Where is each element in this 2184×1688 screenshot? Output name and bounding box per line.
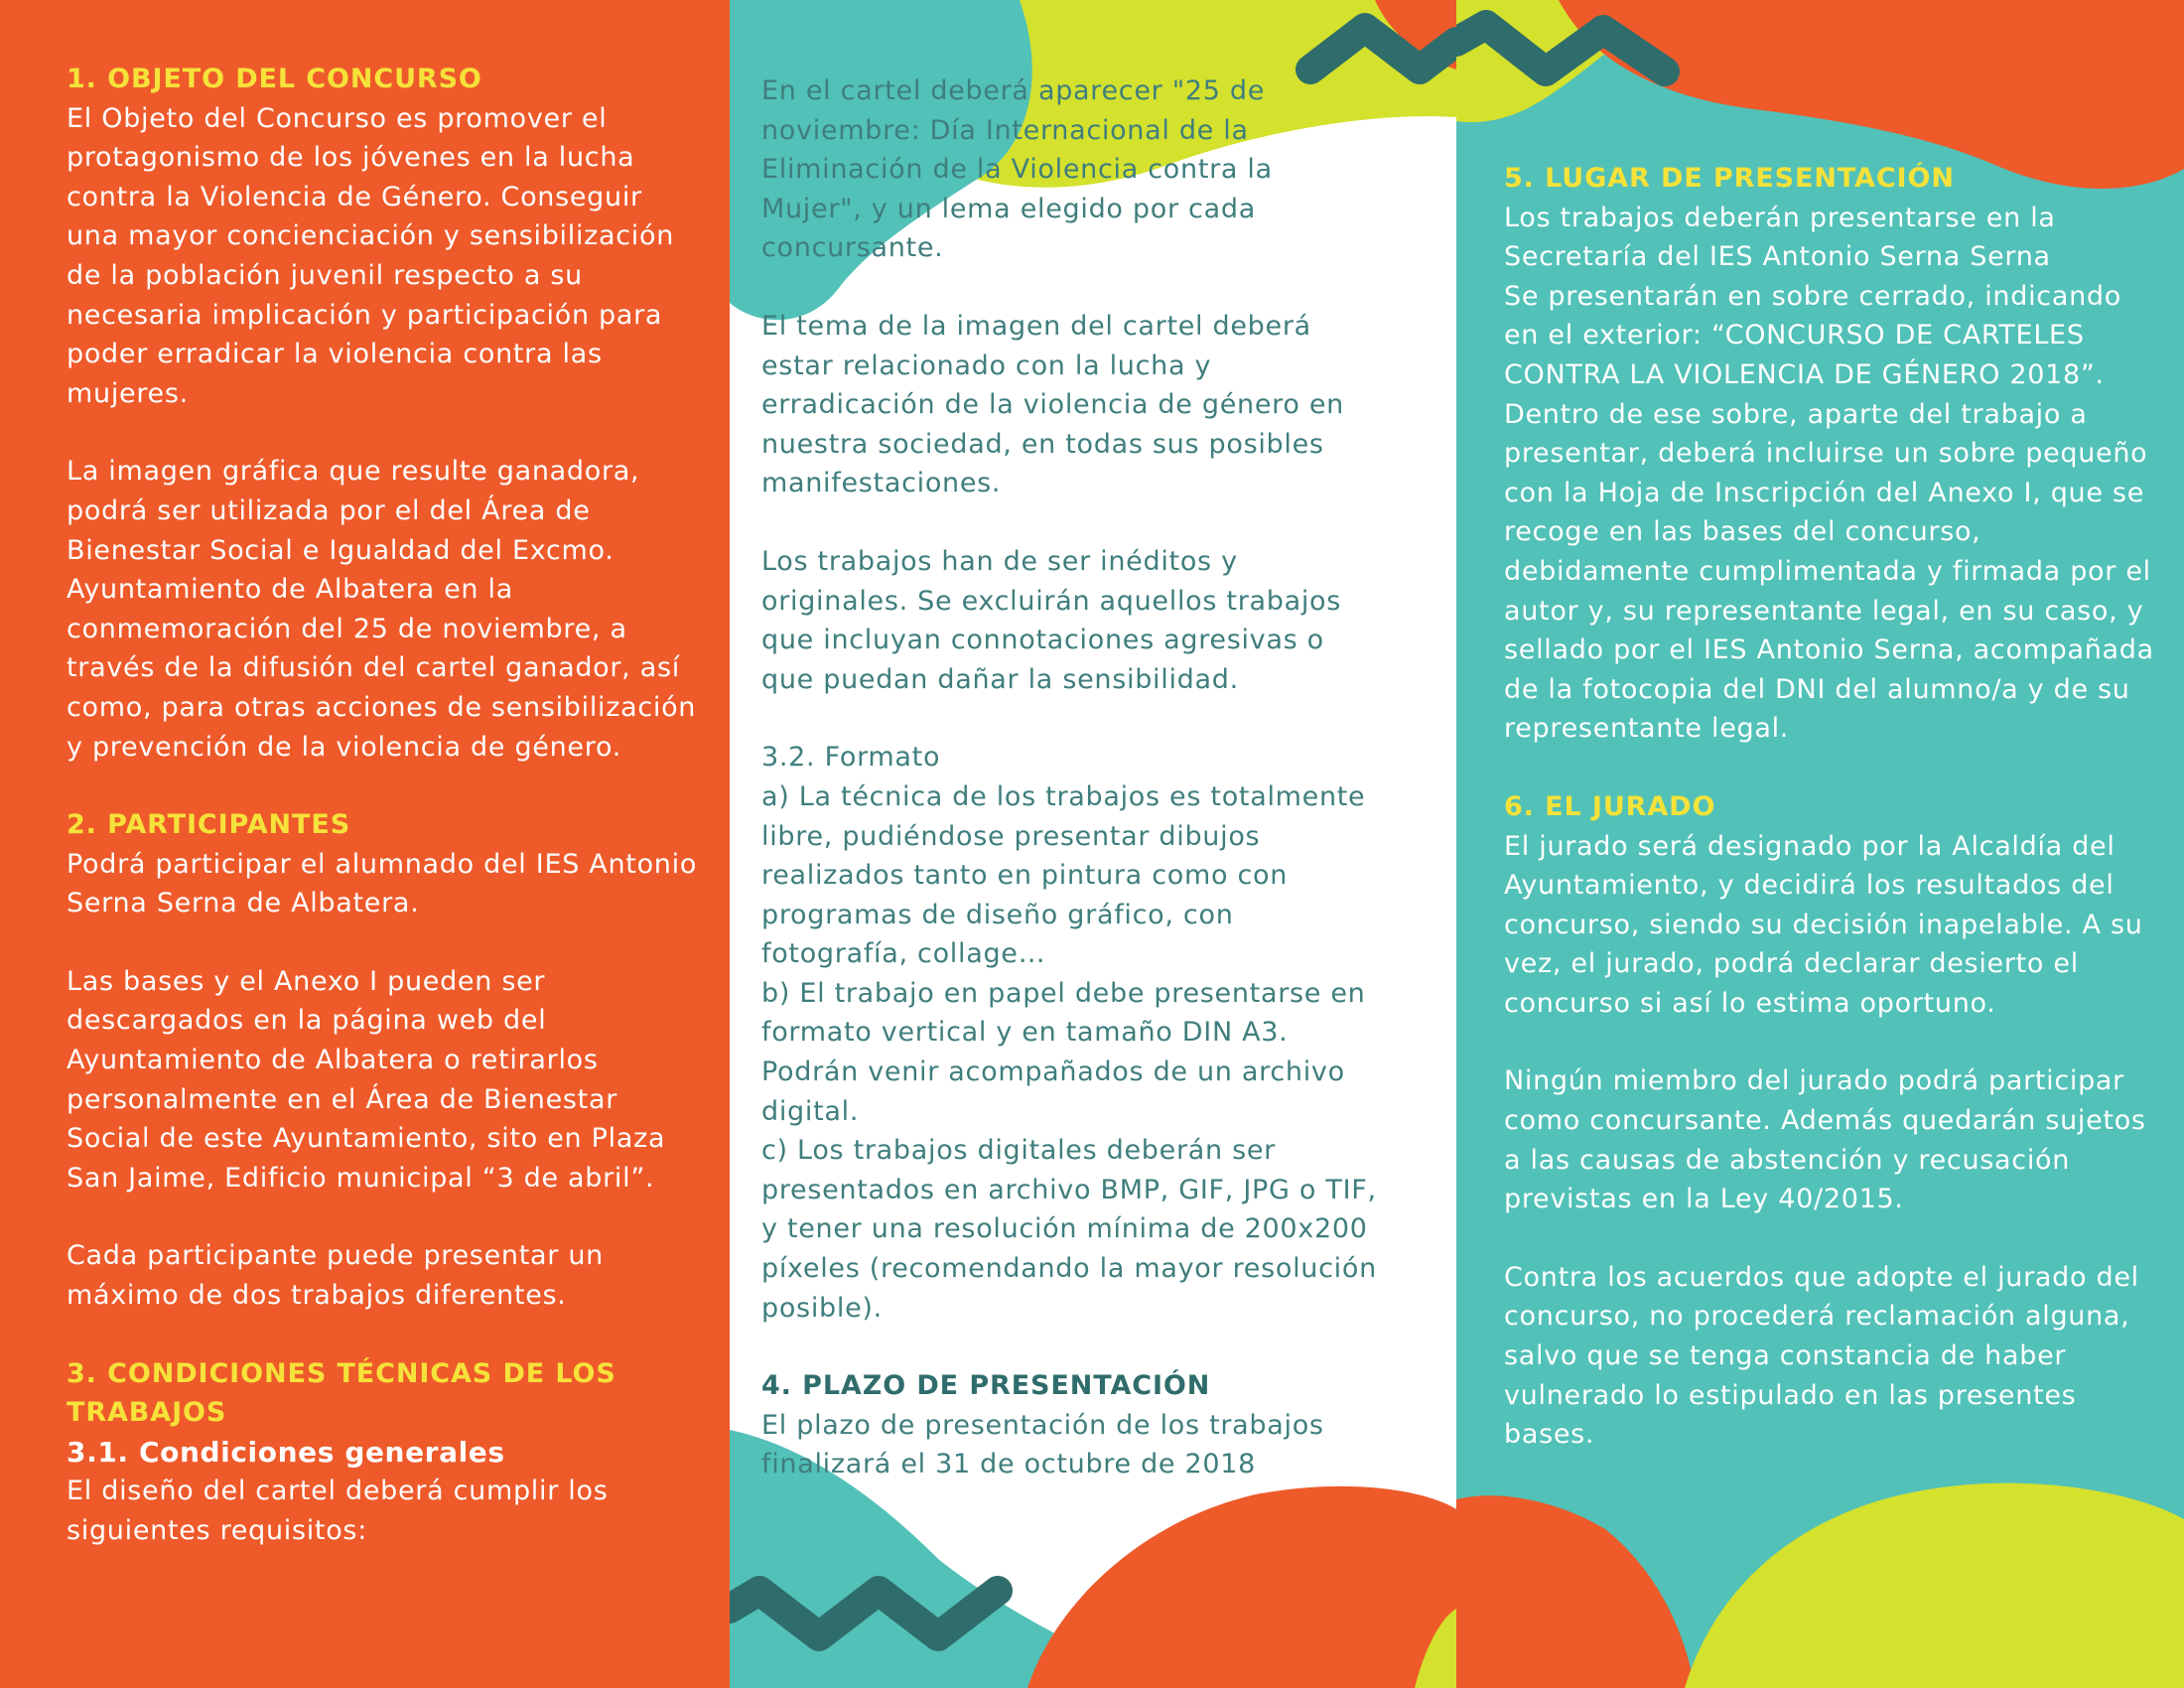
section-6-paragraph-1: El jurado será designado por la Alcaldía del Ayuntamiento, y decidirá los resultados del concurso, siendo su decisión inapelable. A su vez, el jurado, podrá declarar desierto el concurso si así lo estima oportuno. [1504,830,2143,1019]
section-1-paragraph-1: El Objeto del Concurso es promover el protagonismo de los jóvenes en la lucha contra la Violencia de Género. Conseguir una mayor concienciación y sensibilización de la población juvenil respecto a su necesaria implicación y participación para poder erradicar la violencia contra las mujeres. [67,102,675,409]
section-2-paragraph-2: Las bases y el Anexo I pueden ser descargados en la página web del Ayuntamiento de Albatera o retirarlos personalmente en el Área de Bienestar Social de este Ayuntamiento, sito en Plaza San Jaime, Edificio municipal “3 de abril”. [67,965,666,1194]
format-item-b: b) El trabajo en papel debe presentarse en formato vertical y en tamaño DIN A3. Podrán venir acompañados de un archivo digital. [761,977,1366,1127]
format-item-a: a) La técnica de los trabajos es totalmente libre, pudiéndose presentar dibujos realizados tanto en pintura como con programas de diseño gráfico, con fotografía, collage… [761,780,1366,970]
lime-blob-bottom [1685,1483,2184,1688]
middle-column [761,71,1377,1484]
section-6-paragraph-3: Contra los acuerdos que adopte el jurado del concurso, no procederá reclamación alguna, salvo que se tenga constancia de haber vulnerado lo estipulado en las presentes bases. [1504,1261,2139,1451]
section-3-1-paragraph: El diseño del cartel deberá cumplir los siguientes requisitos: [67,1476,609,1546]
section-5-heading: 5. LUGAR DE PRESENTACIÓN [1504,163,1955,194]
section-1-heading: 1. OBJETO DEL CONCURSO [67,64,482,94]
section-1-paragraph-2: La imagen gráfica que resulte ganadora, podrá ser utilizada por el del Área de Bienestar Social e Igualdad del Excmo. Ayuntamiento de Albatera en la conmemoración del 25 de noviembre, a través de la difusión del cartel ganador, así como, para otras acciones de sensibilización y prevención de la violencia de género. [67,456,697,763]
format-heading: 3.2. Formato [761,742,941,774]
section-2-heading: 2. PARTICIPANTES [67,809,351,841]
section-2-paragraph-3: Cada participante puede presentar un máximo de dos trabajos diferentes. [67,1240,604,1312]
section-6-heading: 6. EL JURADO [1504,790,1716,822]
section-2-paragraph-1: Podrá participar el alumnado del IES Antonio Serna Serna de Albatera. [67,848,698,919]
format-item-c: c) Los trabajos digitales deberán ser presentados en archivo BMP, GIF, JPG o TIF, y tener una resolución mínima de 200x200 píxeles (recomendando la mayor resolución posible). [761,1135,1377,1324]
section-4-paragraph: El plazo de presentación de los trabajos finalizará el 31 de octubre de 2018 [761,1409,1324,1480]
originality-requirement: Los trabajos han de ser inéditos y originales. Se excluirán aquellos trabajos que incluyan connotaciones agresivas o que puedan dañar la sensibilidad. [761,545,1342,695]
poster-theme-requirement: El tema de la imagen del cartel deberá estar relacionado con la lucha y erradicación de la violencia de género en nuestra sociedad, en todas sus posibles manifestaciones. [761,310,1344,499]
orange-blob-bottom [1027,1486,1456,1688]
poster-text-requirement: En el cartel deberá aparecer "25 de noviembre: Día Internacional de la Eliminación de la Violencia contra la Mujer", y un lema elegido por cada concursante. [761,75,1273,264]
section-5-paragraph: Los trabajos deberán presentarse en la Secretaría del IES Antonio Serna Serna Se presentarán en sobre cerrado, indicando en el exterior: “CONCURSO DE CARTELES CONTRA LA VIOLENCIA DE GÉNERO 2018”. Dentro de ese sobre, aparte del trabajo a presentar, deberá incluirse un sobre pequeño con la Hoja de Inscripción del Anexo I, que se recoge en las bases del concurso, debidamente cumplimentada y firmada por el autor y, su representante legal, en su caso, y sellado por el IES Antonio Serna, acompañada de la fotocopia del DNI del alumno/a y de su representante legal. [1504,202,2154,745]
section-4-heading: 4. PLAZO DE PRESENTACIÓN [761,1370,1211,1402]
section-3-1-heading: 3.1. Condiciones generales [67,1435,505,1469]
section-3-heading: 3. CONDICIONES TÉCNICAS DE LOS TRABAJOS [67,1357,616,1429]
orange-blob-bottom [1456,1495,1695,1688]
left-column [67,60,702,1551]
right-column [1504,159,2154,1455]
section-6-paragraph-2: Ningún miembro del jurado podrá participar como concursante. Además quedarán sujetos a las causas de abstención y recusación previstas en la Ley 40/2015. [1504,1065,2146,1215]
